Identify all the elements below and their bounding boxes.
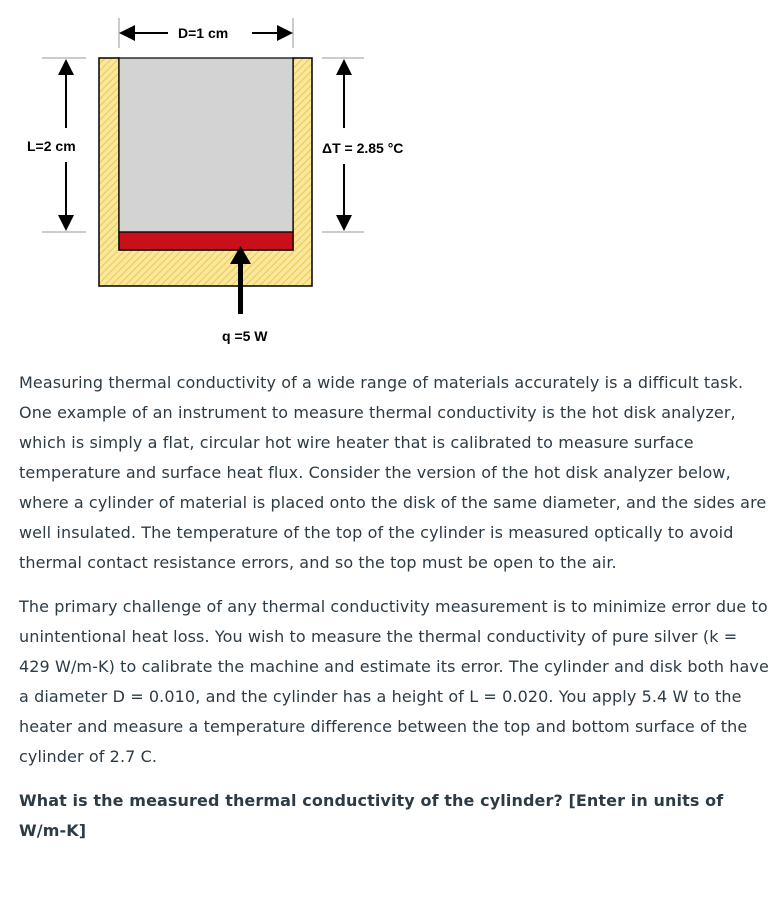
- length-dimension: [27, 58, 86, 232]
- diameter-dimension: [119, 18, 293, 48]
- hot-disk-diagram: [0, 0, 779, 360]
- problem-text: [19, 368, 771, 860]
- heater-disk: [119, 232, 293, 250]
- diameter-label: D=1 cm: [178, 25, 229, 41]
- delta-t-dimension: [322, 58, 403, 232]
- question-text: What is the measured thermal conductivity of the cylinder? [Enter in units of W/m-K]: [19, 791, 724, 840]
- insulation-left: [99, 58, 119, 286]
- paragraph-intro: Measuring thermal conductivity of a wide range of materials accurately is a difficult task. One example of an instrument to measure thermal conductivity is the hot disk analyzer, which is simply a flat, circular hot wire heater that is calibrated to measure surface temperature and surface heat flux. Consider the version of the hot disk analyzer below, where a cylinder of material is placed onto the disk of the same diameter, and the sides are well insulated. The temperature of the top of the cylinder is measured optically to avoid thermal contact resistance errors, and so the top must be open to the air.: [19, 373, 767, 572]
- length-label: L=2 cm: [27, 138, 76, 154]
- insulation-bottom: [119, 250, 293, 286]
- insulation-right: [293, 58, 312, 286]
- heat-label: q =5 W: [222, 328, 268, 344]
- paragraph-challenge: The primary challenge of any thermal conductivity measurement is to minimize error due to unintentional heat loss. You wish to measure the thermal conductivity of pure silver (k = 429 W/m-K) to calibrate the machine and estimate its error. The cylinder and disk both have a diameter D = 0.010, and the cylinder has a height of L = 0.020. You apply 5.4 W to the heater and measure a temperature difference between the top and bottom surface of the cylinder of 2.7 C.: [19, 597, 769, 766]
- material-cylinder: [119, 58, 293, 232]
- delta-t-label: ΔT = 2.85 °C: [322, 140, 404, 156]
